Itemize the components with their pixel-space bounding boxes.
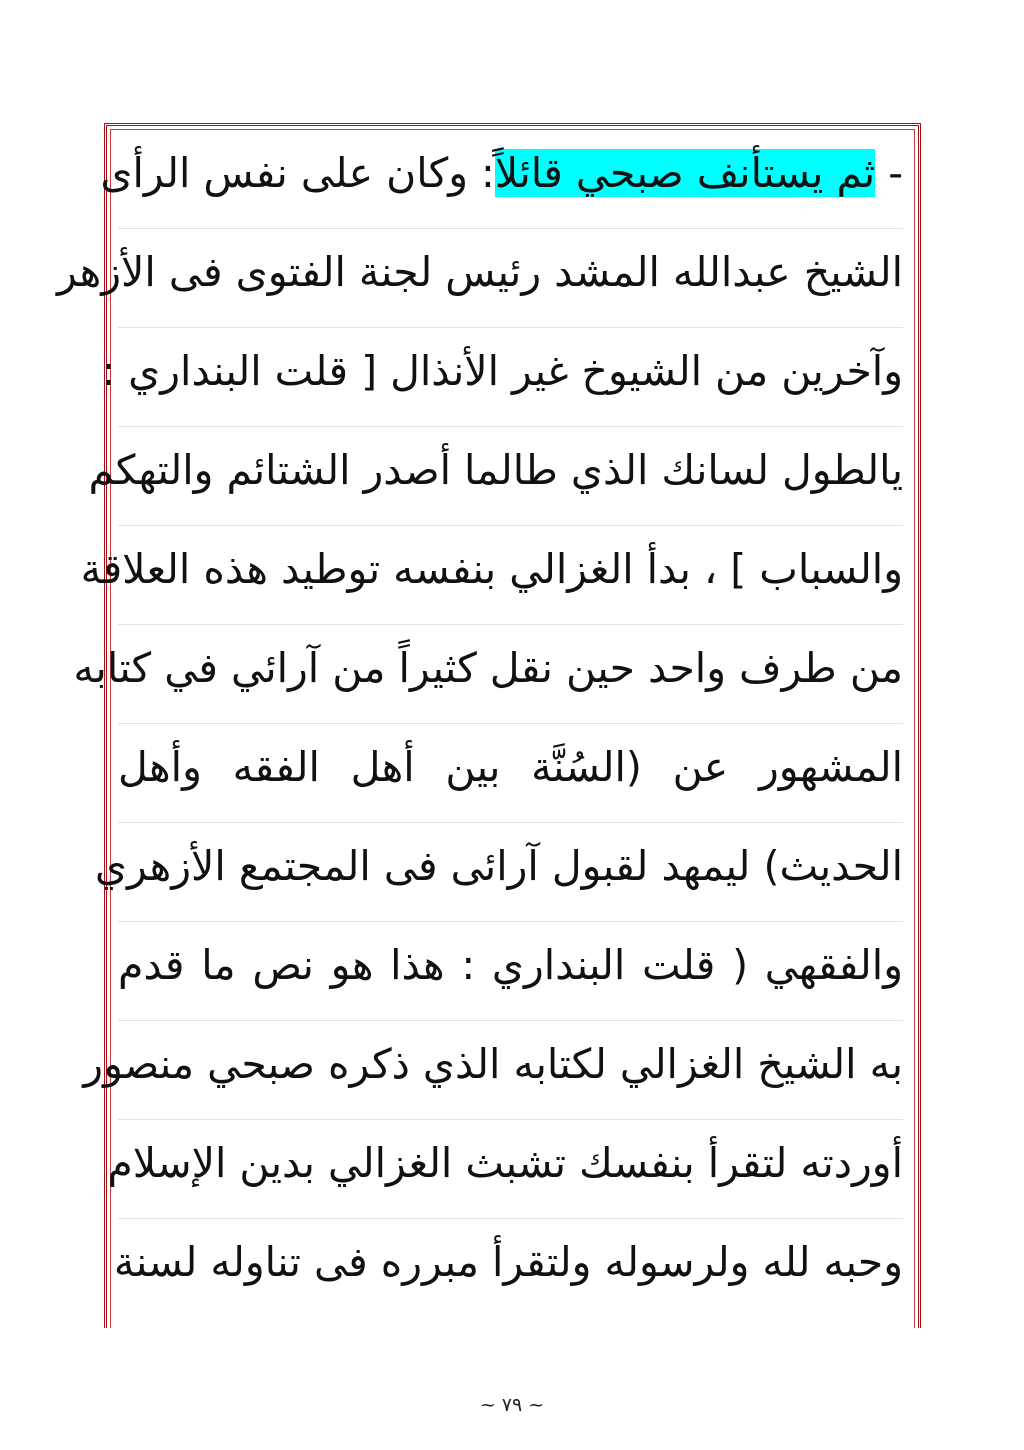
text-line-7: المشهور عن (السُنَّة بين أهل الفقه وأهل [118, 724, 903, 823]
line-prefix: - [875, 149, 903, 197]
text-line-4: يالطول لسانك الذي طالما أصدر الشتائم والتهكم [118, 427, 903, 526]
line-rest: : وكان على نفس الرأى [100, 149, 495, 197]
text-line-3: وآخرين من الشيوخ غير الأنذال [ قلت البنداري : [118, 328, 903, 427]
text-line-1 [100, 130, 903, 229]
text-line-12: وحبه لله ولرسوله ولتقرأ مبرره فى تناوله لسنة [113, 1238, 903, 1286]
text-line-5: والسباب ] ، بدأ الغزالي بنفسه توطيد هذه العلاقة [118, 526, 903, 625]
text-line-8: الحديث) ليمهد لقبول آرائى فى المجتمع الأزهري [118, 823, 903, 922]
text-line-2: الشيخ عبدالله المشد رئيس لجنة الفتوى فى الأزهر [118, 229, 903, 328]
page-number: ~ ٧٩ ~ [479, 1394, 545, 1416]
text-line-11: أوردته لتقرأ بنفسك تشبث الغزالي بدين الإسلام [118, 1120, 903, 1219]
highlighted-phrase: ثم يستأنف صبحي قائلاً [494, 149, 876, 197]
text-line-10: به الشيخ الغزالي لكتابه الذي ذكره صبحي منصور [118, 1021, 903, 1120]
body-text [56, 130, 903, 1318]
text-line-9: والفقهي ( قلت البنداري : هذا هو نص ما قدم [118, 922, 903, 1021]
text-line-6: من طرف واحد حين نقل كثيراً من آرائي في كتابه [118, 625, 903, 724]
